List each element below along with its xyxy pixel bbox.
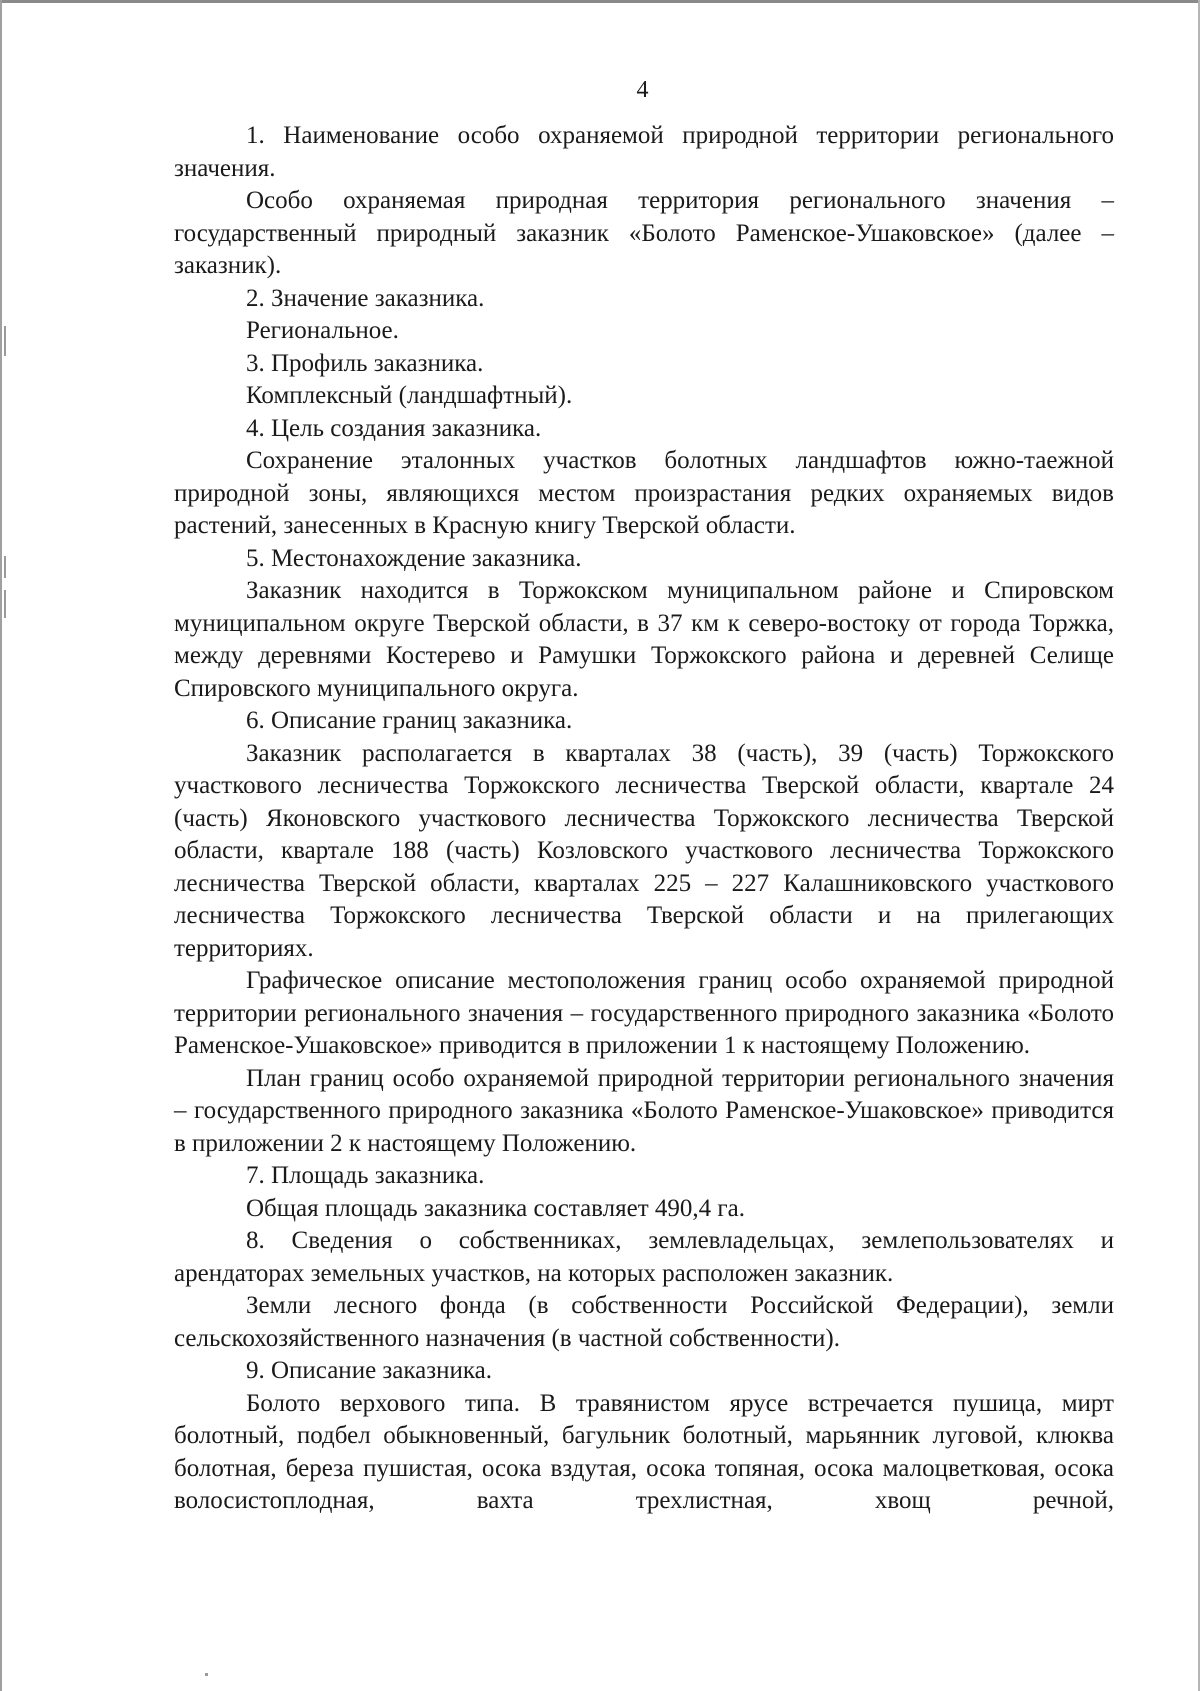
paragraph: Заказник располагается в кварталах 38 (часть), 39 (часть) Торжокского участкового лесничества Торжокского лесничества Тверской области, квартале 24 (часть) Яконовского участкового лесничества Торжокского лесничества Тверской области, квартале 188 (часть) Козловского участкового лесничества Торжокского лесничества Тверской области, кварталах 225 – 227 Калашниковского участкового лесничества Торжокского лесничества Тверской области и на прилегающих территориях. [174, 739, 1114, 962]
scan-speck [4, 556, 6, 578]
document-body [174, 120, 1114, 1518]
paragraph: Региональное. [246, 317, 399, 344]
section-heading: 4. Цель создания заказника. [246, 414, 542, 442]
page-number: 4 [636, 77, 649, 103]
scan-speck [4, 590, 6, 618]
section-heading: 1. Наименование особо охраняемой природной территории регионального значения. [174, 122, 1114, 182]
paragraph: Особо охраняемая природная территория регионального значения – государственный природный заказник «Болото Раменское-Ушаковское» (далее – заказник). [174, 187, 1114, 279]
paragraph: Общая площадь заказника составляет 490,4 га. [246, 1194, 745, 1222]
paragraph: Болото верхового типа. В травянистом ярусе встречается пушица, мирт болотный, подбел обыкновенный, багульник болотный, марьянник луговой, клюква болотная, береза пушистая, осока вздутая, осока топяная, осока малоцветковая, осока волосистоплодная, вахта трехлистная, хвощ речной, [174, 1389, 1114, 1514]
section-heading: 5. Местонахождение заказника. [246, 544, 582, 572]
section-heading: 6. Описание границ заказника. [246, 707, 573, 734]
section-heading: 8. Сведения о собственниках, землевладельцах, землепользователях и арендаторах земельных участков, на которых расположен заказник. [174, 1227, 1114, 1287]
paragraph: Заказник находится в Торжокском муниципальном районе и Спировском муниципальном округе Тверской области, в 37 км к северо-востоку от города Торжка, между деревнями Костерево и Рамушки Торжокского района и деревней Селище Спировского муниципального округа. [174, 577, 1114, 702]
section-heading: 7. Площадь заказника. [246, 1162, 485, 1189]
paragraph: Сохранение эталонных участков болотных ландшафтов южно-таежной природной зоны, являющихся местом произрастания редких охраняемых видов растений, занесенных в Красную книгу Тверской области. [174, 447, 1114, 539]
section-heading: 2. Значение заказника. [246, 284, 485, 312]
scan-speck [4, 326, 6, 356]
scan-left-edge [0, 0, 2, 1691]
paragraph: Земли лесного фонда (в собственности Российской Федерации), земли сельскохозяйственного назначения (в частной собственности). [174, 1292, 1114, 1352]
paragraph: План границ особо охраняемой природной территории регионального значения – государственного природного заказника «Болото Раменское-Ушаковское» приводится в приложении 2 к настоящему Положению. [174, 1064, 1114, 1157]
scan-speck [205, 1673, 208, 1676]
scan-top-edge [0, 0, 1200, 3]
section-heading: 9. Описание заказника. [246, 1357, 492, 1384]
section-heading: 3. Профиль заказника. [246, 349, 484, 377]
paragraph: Комплексный (ландшафтный). [246, 382, 573, 409]
paragraph: Графическое описание местоположения границ особо охраняемой природной территории регионального значения – государственного природного заказника «Болото Раменское-Ушаковское» приводится в приложении 1 к настоящему Положению. [174, 967, 1114, 1059]
